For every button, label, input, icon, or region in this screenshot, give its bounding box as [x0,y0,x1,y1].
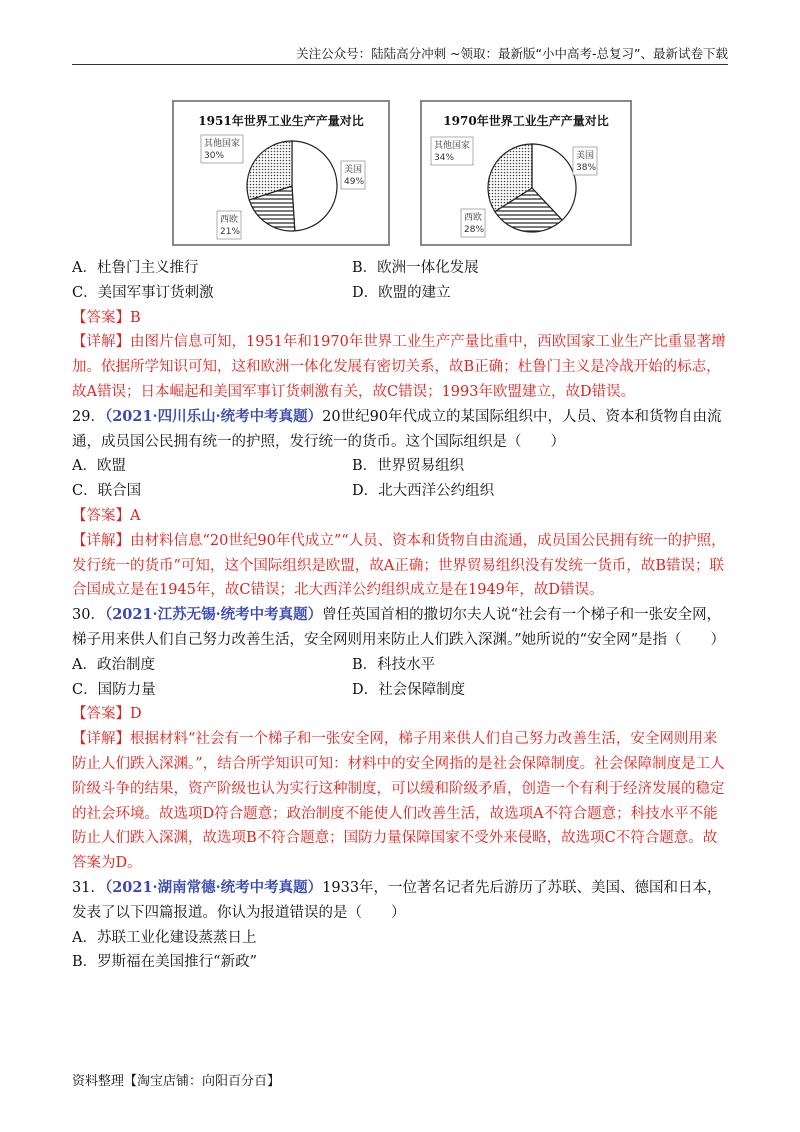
question-source: （2021·江苏无锡·统考中考真题） [104,606,323,624]
option-a: A．政治制度 [72,656,155,673]
option-c: C．美国军事订货刺激 [72,284,214,301]
svg-text:21%: 21% [220,227,241,237]
answer: 【答案】D [72,706,142,723]
chart-title: 1951年世界工业生产产量对比 [198,114,364,128]
pie-slice-0 [292,141,337,231]
svg-text:34%: 34% [434,153,455,163]
option-b: B．科技水平 [352,656,436,673]
slice-label [573,147,597,175]
svg-text:美国: 美国 [344,165,363,175]
question-30 [72,603,728,653]
page-footer: 资料整理【淘宝店铺：向阳百分百】 [72,1074,281,1089]
option-b: B．罗斯福在美国推行“新政” [72,954,257,971]
question-31 [72,876,728,926]
option-c: C．联合国 [72,483,142,500]
svg-text:美国: 美国 [576,151,595,161]
svg-text:其他国家: 其他国家 [434,141,471,151]
options-row [72,256,728,281]
svg-text:其他国家: 其他国家 [204,139,241,149]
pie-chart-1970-svg [422,102,630,244]
chart-title: 1970年世界工业生产产量对比 [443,114,609,128]
option-c: C．国防力量 [72,681,156,698]
question-number: 30． [72,607,105,624]
question-stem: 20世纪90年代成立的某国际组织中，人员、资本和货物自由流通，成员国公民拥有统一的护照，发行统一的货币。这个国际组织是（ ） [72,408,722,450]
slice-label [217,211,241,239]
svg-text:西欧: 西欧 [220,215,239,225]
option-a: A．杜鲁门主义推行 [72,260,199,276]
answer: 【答案】A [72,507,141,524]
option-b: B．欧洲一体化发展 [352,260,479,276]
question-source: （2021·四川乐山·统考中考真题） [104,407,323,425]
slice-label [341,161,365,189]
question-stem: 曾任英国首相的撒切尔夫人说“社会有一个梯子和一张安全网，梯子用来供人们自己努力改善生活，安全网则用来防止人们跌入深渊。”她所说的“安全网”是指（ ） [72,607,725,648]
svg-text:38%: 38% [576,163,597,173]
explanation: 【详解】由图片信息可知，1951年和1970年世界工业生产产量比重中，西欧国家工业生产比重显著增加。依据所学知识可知，这和欧洲一体化发展有密切关系，故B正确；杜鲁门主义是冷战开始的标志，故A错误；日本崛起和美国军事订货刺激有关，故C错误；1993年欧盟建立，故D错误。 [72,334,726,400]
pie-chart-1951 [172,100,390,246]
page-header: 关注公众号：陆陆高分冲刺 ~领取：最新版“小中高考-总复习”、最新试卷下载 [296,46,728,61]
question-stem: 1933年，一位著名记者先后游历了苏联、美国、德国和日本，发表了以下四篇报道。你认为报道错误的是（ ） [72,879,722,921]
options-row [72,454,728,479]
svg-text:西欧: 西欧 [464,213,483,223]
explanation: 【详解】根据材料“社会有一个梯子和一张安全网，梯子用来供人们自己努力改善生活，安全网则用来防止人们跌入深渊。”，结合所学知识可知：材料中的安全网指的是社会保障制度。社会保障制度是工人阶级斗争的结果，资产阶级也认为实行这种制度，可以缓和阶级矛盾，创造一个有利于经济发展的稳定的社会环境。故选项D符合题意；政治制度不能使人们改善生活，故选项A不符合题意；科技水平不能防止人们跌入深渊，故选项B不符合题意；国防力量保障国家不受外来侵略，故选项C不符合题意。故答案为D。 [72,731,725,872]
option-b: B．世界贸易组织 [352,458,465,475]
slice-label [431,137,473,165]
header-divider [72,64,728,65]
option-d: D．欧盟的建立 [352,284,451,301]
question-number: 31． [72,879,105,896]
explanation: 【详解】由材料信息“20世纪90年代成立”“人员、资本和货物自由流通，成员国公民拥有统一的护照，发行统一的货币”可知，这个国际组织是欧盟，故A正确；世界贸易组织没有发统一货币，故B错误；联合国成立是在1945年，故C错误；北大西洋公约组织成立是在1949年，故D错误。 [72,532,726,599]
svg-text:28%: 28% [464,225,485,235]
question-29 [72,405,728,455]
option-a: A．苏联工业化建设蒸蒸日上 [72,929,257,946]
option-a: A．欧盟 [72,458,126,475]
answer: 【答案】B [72,309,141,326]
slice-label [461,209,485,237]
svg-text:49%: 49% [344,177,365,187]
svg-text:30%: 30% [204,151,225,161]
question-source: （2021·湖南常德·统考中考真题） [104,878,323,896]
option-d: D．北大西洋公约组织 [352,483,495,500]
options-row [72,653,728,678]
question-number: 29． [72,408,105,425]
page-content [72,256,728,975]
slice-label [201,135,243,163]
options-row [72,678,728,703]
pie-chart-1951-svg [174,102,388,244]
options-row [72,281,728,306]
options-row [72,479,728,504]
pie-chart-1970 [420,100,632,246]
option-d: D．社会保障制度 [352,681,466,698]
